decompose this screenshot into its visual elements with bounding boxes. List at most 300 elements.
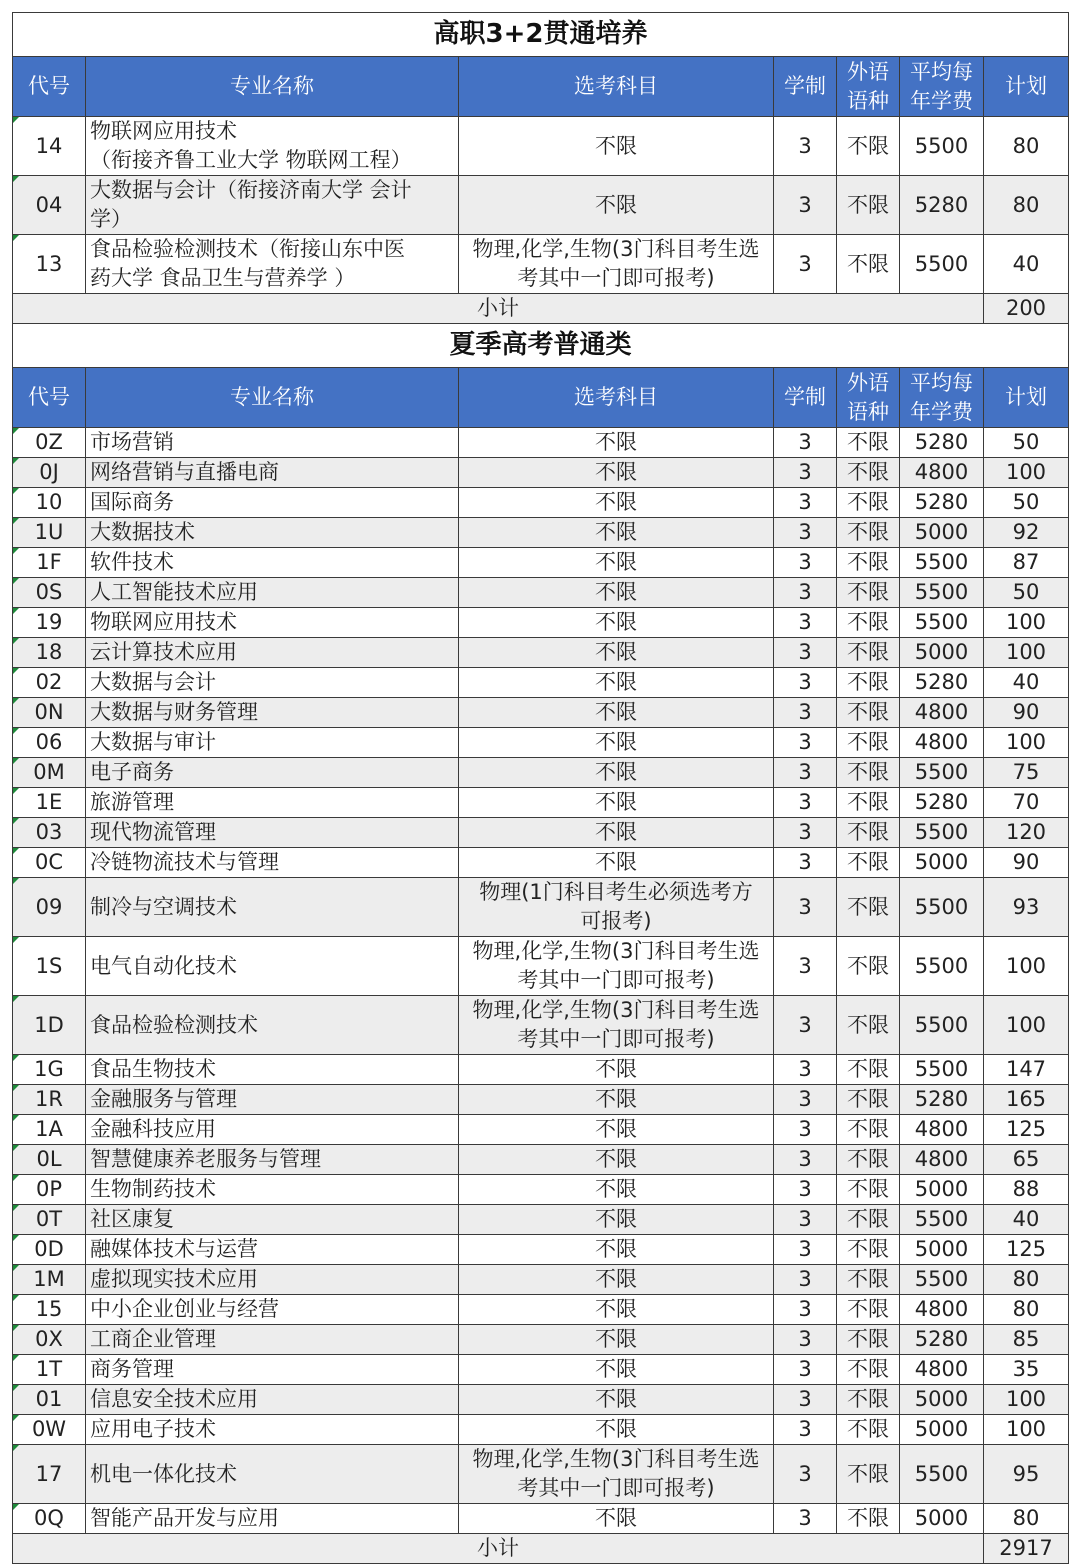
cell-code: 17 [13, 1445, 86, 1504]
cell-plan: 80 [984, 1504, 1069, 1534]
cell-fee: 5500 [900, 608, 984, 638]
cell-subject: 不限 [459, 548, 774, 578]
cell-code: 0J [13, 458, 86, 488]
cell-plan: 80 [984, 176, 1069, 235]
table-row [13, 578, 1069, 608]
cell-major-name: 大数据与会计 [86, 668, 459, 698]
cell-plan: 65 [984, 1145, 1069, 1175]
cell-plan: 70 [984, 788, 1069, 818]
cell-subject: 不限 [459, 1115, 774, 1145]
table-row [13, 1445, 1069, 1504]
cell-fee: 5500 [900, 758, 984, 788]
table-row [13, 848, 1069, 878]
cell-years: 3 [774, 638, 837, 668]
header-code: 代号 [13, 57, 86, 117]
cell-subject: 不限 [459, 578, 774, 608]
cell-code: 0M [13, 758, 86, 788]
table-row [13, 1355, 1069, 1385]
cell-major-name-line1: 大数据与会计（衔接济南大学 会计 [90, 178, 412, 202]
subtotal-row [13, 294, 1069, 324]
cell-subject [459, 937, 774, 996]
cell-plan: 80 [984, 117, 1069, 176]
cell-fee: 5000 [900, 1415, 984, 1445]
cell-code: 03 [13, 818, 86, 848]
table-row [13, 1504, 1069, 1534]
header-language-line2: 语种 [847, 88, 889, 113]
cell-fee: 5280 [900, 428, 984, 458]
table-row [13, 1325, 1069, 1355]
cell-subject-line1: 物理,化学,生物(3门科目考生选 [472, 939, 760, 963]
cell-language: 不限 [837, 848, 900, 878]
cell-plan: 100 [984, 996, 1069, 1055]
cell-years: 3 [774, 788, 837, 818]
cell-language: 不限 [837, 176, 900, 235]
cell-plan: 125 [984, 1115, 1069, 1145]
cell-code: 0T [13, 1205, 86, 1235]
cell-language: 不限 [837, 235, 900, 294]
cell-major-name: 人工智能技术应用 [86, 578, 459, 608]
cell-language: 不限 [837, 788, 900, 818]
cell-fee: 5500 [900, 878, 984, 937]
table-row [13, 1295, 1069, 1325]
cell-subject: 不限 [459, 608, 774, 638]
cell-fee: 5000 [900, 848, 984, 878]
header-years: 学制 [774, 368, 837, 428]
cell-fee: 5280 [900, 1085, 984, 1115]
cell-plan: 100 [984, 458, 1069, 488]
cell-years: 3 [774, 937, 837, 996]
cell-subject: 不限 [459, 818, 774, 848]
header-fee [900, 368, 984, 428]
cell-major-name: 金融服务与管理 [86, 1085, 459, 1115]
enrollment-table [12, 12, 1069, 1564]
table-row [13, 1175, 1069, 1205]
cell-major-name-line1: 物联网应用技术 [90, 119, 237, 143]
cell-plan: 100 [984, 728, 1069, 758]
cell-language: 不限 [837, 758, 900, 788]
cell-code: 0X [13, 1325, 86, 1355]
cell-years: 3 [774, 235, 837, 294]
cell-subject: 不限 [459, 758, 774, 788]
section-title-row [13, 13, 1069, 57]
cell-years: 3 [774, 1235, 837, 1265]
cell-code: 13 [13, 235, 86, 294]
cell-years: 3 [774, 818, 837, 848]
cell-years: 3 [774, 428, 837, 458]
cell-years: 3 [774, 548, 837, 578]
cell-language: 不限 [837, 996, 900, 1055]
cell-fee: 5280 [900, 788, 984, 818]
header-row [13, 368, 1069, 428]
header-language [837, 57, 900, 117]
cell-language: 不限 [837, 698, 900, 728]
cell-years: 3 [774, 1265, 837, 1295]
cell-fee: 5000 [900, 518, 984, 548]
cell-language: 不限 [837, 1055, 900, 1085]
section-title-row [13, 324, 1069, 368]
table-row [13, 668, 1069, 698]
cell-fee: 5500 [900, 996, 984, 1055]
cell-fee: 4800 [900, 1355, 984, 1385]
cell-major-name: 机电一体化技术 [86, 1445, 459, 1504]
cell-major-name: 智慧健康养老服务与管理 [86, 1145, 459, 1175]
cell-years: 3 [774, 458, 837, 488]
cell-code: 0W [13, 1415, 86, 1445]
cell-code: 01 [13, 1385, 86, 1415]
header-name: 专业名称 [86, 57, 459, 117]
cell-years: 3 [774, 878, 837, 937]
cell-code: 0C [13, 848, 86, 878]
cell-major-name: 食品检验检测技术 [86, 996, 459, 1055]
cell-fee: 4800 [900, 728, 984, 758]
cell-subject [459, 996, 774, 1055]
cell-years: 3 [774, 1085, 837, 1115]
cell-code: 1E [13, 788, 86, 818]
cell-language: 不限 [837, 1115, 900, 1145]
cell-subject: 不限 [459, 488, 774, 518]
table-row [13, 458, 1069, 488]
cell-plan: 40 [984, 235, 1069, 294]
cell-plan: 80 [984, 1265, 1069, 1295]
subtotal-row [13, 1534, 1069, 1564]
cell-major-name-line2: 药大学 食品卫生与营养学 ） [90, 266, 356, 290]
cell-years: 3 [774, 758, 837, 788]
header-language-line1: 外语 [847, 59, 889, 84]
cell-subject: 不限 [459, 117, 774, 176]
cell-fee: 5280 [900, 668, 984, 698]
cell-plan: 165 [984, 1085, 1069, 1115]
cell-years: 3 [774, 1355, 837, 1385]
header-plan: 计划 [984, 57, 1069, 117]
cell-subject: 不限 [459, 176, 774, 235]
cell-subject-line2: 可报考) [580, 909, 652, 933]
cell-plan: 75 [984, 758, 1069, 788]
cell-major-name: 物联网应用技术 [86, 608, 459, 638]
cell-plan: 85 [984, 1325, 1069, 1355]
cell-subject-line1: 物理,化学,生物(3门科目考生选 [472, 237, 760, 261]
cell-years: 3 [774, 1415, 837, 1445]
cell-code: 0Q [13, 1504, 86, 1534]
cell-fee: 5500 [900, 1265, 984, 1295]
cell-language: 不限 [837, 1295, 900, 1325]
cell-fee: 5500 [900, 1205, 984, 1235]
cell-years: 3 [774, 728, 837, 758]
cell-years: 3 [774, 1205, 837, 1235]
header-fee [900, 57, 984, 117]
cell-fee: 4800 [900, 1115, 984, 1145]
cell-plan: 87 [984, 548, 1069, 578]
cell-code: 19 [13, 608, 86, 638]
cell-language: 不限 [837, 1205, 900, 1235]
cell-major-name: 网络营销与直播电商 [86, 458, 459, 488]
cell-subject-line1: 物理,化学,生物(3门科目考生选 [472, 998, 760, 1022]
table-row [13, 996, 1069, 1055]
cell-language: 不限 [837, 1415, 900, 1445]
cell-plan: 80 [984, 1295, 1069, 1325]
cell-subject: 不限 [459, 518, 774, 548]
cell-language: 不限 [837, 1175, 900, 1205]
table-row [13, 548, 1069, 578]
header-language [837, 368, 900, 428]
cell-plan: 88 [984, 1175, 1069, 1205]
cell-code: 1S [13, 937, 86, 996]
cell-subject-line1: 物理,化学,生物(3门科目考生选 [472, 1447, 760, 1471]
cell-language: 不限 [837, 1385, 900, 1415]
cell-plan: 100 [984, 1385, 1069, 1415]
cell-major-name-line2: （衔接齐鲁工业大学 物联网工程） [90, 148, 412, 172]
table-row [13, 1235, 1069, 1265]
cell-code: 10 [13, 488, 86, 518]
cell-major-name: 电气自动化技术 [86, 937, 459, 996]
subtotal-value: 2917 [984, 1534, 1069, 1564]
cell-subject [459, 235, 774, 294]
cell-plan: 100 [984, 638, 1069, 668]
cell-major-name: 信息安全技术应用 [86, 1385, 459, 1415]
cell-major-name: 制冷与空调技术 [86, 878, 459, 937]
cell-code: 04 [13, 176, 86, 235]
section-title: 高职3+2贯通培养 [13, 13, 1069, 57]
cell-plan: 100 [984, 1415, 1069, 1445]
cell-code: 18 [13, 638, 86, 668]
cell-subject: 不限 [459, 428, 774, 458]
cell-years: 3 [774, 578, 837, 608]
cell-subject: 不限 [459, 728, 774, 758]
cell-subject: 不限 [459, 668, 774, 698]
cell-subject: 不限 [459, 788, 774, 818]
cell-fee: 5500 [900, 578, 984, 608]
cell-fee: 5280 [900, 1325, 984, 1355]
cell-subject: 不限 [459, 1295, 774, 1325]
cell-years: 3 [774, 1504, 837, 1534]
cell-plan: 125 [984, 1235, 1069, 1265]
cell-major-name: 商务管理 [86, 1355, 459, 1385]
cell-plan: 35 [984, 1355, 1069, 1385]
cell-subject: 不限 [459, 1385, 774, 1415]
cell-fee: 5000 [900, 1175, 984, 1205]
enrollment-plan-sheet [12, 12, 1068, 1564]
table-row [13, 818, 1069, 848]
cell-years: 3 [774, 1445, 837, 1504]
header-fee-line2: 年学费 [910, 88, 973, 113]
cell-language: 不限 [837, 638, 900, 668]
cell-major-name: 应用电子技术 [86, 1415, 459, 1445]
header-subject: 选考科目 [459, 368, 774, 428]
cell-years: 3 [774, 668, 837, 698]
table-row [13, 176, 1069, 235]
cell-major-name: 大数据技术 [86, 518, 459, 548]
cell-plan: 93 [984, 878, 1069, 937]
table-row [13, 788, 1069, 818]
cell-major-name: 市场营销 [86, 428, 459, 458]
cell-major-name: 金融科技应用 [86, 1115, 459, 1145]
cell-subject: 不限 [459, 1085, 774, 1115]
header-fee-line2: 年学费 [910, 399, 973, 424]
table-row [13, 117, 1069, 176]
table-row [13, 1265, 1069, 1295]
cell-plan: 40 [984, 668, 1069, 698]
cell-major-name: 电子商务 [86, 758, 459, 788]
cell-fee: 5500 [900, 818, 984, 848]
cell-language: 不限 [837, 518, 900, 548]
table-row [13, 1085, 1069, 1115]
cell-language: 不限 [837, 578, 900, 608]
cell-plan: 40 [984, 1205, 1069, 1235]
cell-years: 3 [774, 1295, 837, 1325]
cell-plan: 100 [984, 937, 1069, 996]
cell-fee: 5500 [900, 1055, 984, 1085]
cell-language: 不限 [837, 488, 900, 518]
table-row [13, 518, 1069, 548]
cell-subject: 不限 [459, 1175, 774, 1205]
cell-years: 3 [774, 488, 837, 518]
cell-language: 不限 [837, 458, 900, 488]
cell-fee: 5500 [900, 548, 984, 578]
cell-fee: 5000 [900, 1385, 984, 1415]
table-row [13, 937, 1069, 996]
cell-code: 0D [13, 1235, 86, 1265]
cell-subject: 不限 [459, 1235, 774, 1265]
cell-major-name: 大数据与财务管理 [86, 698, 459, 728]
header-language-line1: 外语 [847, 370, 889, 395]
cell-code: 0Z [13, 428, 86, 458]
cell-major-name: 食品生物技术 [86, 1055, 459, 1085]
cell-code: 0S [13, 578, 86, 608]
cell-subject: 不限 [459, 1265, 774, 1295]
cell-language: 不限 [837, 878, 900, 937]
table-row [13, 488, 1069, 518]
cell-major-name: 旅游管理 [86, 788, 459, 818]
cell-subject [459, 878, 774, 937]
cell-subject: 不限 [459, 1504, 774, 1534]
table-row [13, 608, 1069, 638]
cell-plan: 50 [984, 428, 1069, 458]
header-name: 专业名称 [86, 368, 459, 428]
cell-fee: 5500 [900, 235, 984, 294]
cell-plan: 90 [984, 848, 1069, 878]
table-row [13, 728, 1069, 758]
cell-years: 3 [774, 1115, 837, 1145]
cell-code: 15 [13, 1295, 86, 1325]
cell-language: 不限 [837, 1504, 900, 1534]
cell-language: 不限 [837, 548, 900, 578]
cell-subject: 不限 [459, 1205, 774, 1235]
cell-code: 09 [13, 878, 86, 937]
cell-plan: 50 [984, 578, 1069, 608]
cell-subject: 不限 [459, 638, 774, 668]
cell-language: 不限 [837, 117, 900, 176]
cell-language: 不限 [837, 818, 900, 848]
cell-language: 不限 [837, 608, 900, 638]
header-row [13, 57, 1069, 117]
cell-language: 不限 [837, 428, 900, 458]
cell-subject: 不限 [459, 1355, 774, 1385]
cell-fee: 5000 [900, 1504, 984, 1534]
cell-subject: 不限 [459, 1325, 774, 1355]
cell-language: 不限 [837, 668, 900, 698]
cell-subject-line1: 物理(1门科目考生必须选考方 [479, 880, 753, 904]
table-row [13, 638, 1069, 668]
cell-major-name [86, 235, 459, 294]
cell-language: 不限 [837, 1325, 900, 1355]
cell-plan: 50 [984, 488, 1069, 518]
cell-fee: 5280 [900, 176, 984, 235]
header-fee-line1: 平均每 [910, 59, 973, 84]
cell-major-name: 中小企业创业与经营 [86, 1295, 459, 1325]
cell-language: 不限 [837, 1085, 900, 1115]
table-row [13, 1055, 1069, 1085]
cell-fee: 5280 [900, 488, 984, 518]
cell-years: 3 [774, 518, 837, 548]
cell-subject-line2: 考其中一门即可报考) [517, 266, 715, 290]
cell-language: 不限 [837, 1265, 900, 1295]
cell-subject: 不限 [459, 1145, 774, 1175]
cell-major-name: 国际商务 [86, 488, 459, 518]
header-code: 代号 [13, 368, 86, 428]
subtotal-value: 200 [984, 294, 1069, 324]
cell-fee: 4800 [900, 458, 984, 488]
cell-language: 不限 [837, 728, 900, 758]
table-row [13, 758, 1069, 788]
table-row [13, 1415, 1069, 1445]
cell-code: 1M [13, 1265, 86, 1295]
cell-code: 0N [13, 698, 86, 728]
header-subject: 选考科目 [459, 57, 774, 117]
cell-fee: 5500 [900, 117, 984, 176]
cell-years: 3 [774, 996, 837, 1055]
cell-fee: 4800 [900, 698, 984, 728]
table-row [13, 1145, 1069, 1175]
cell-subject-line2: 考其中一门即可报考) [517, 968, 715, 992]
cell-code: 1F [13, 548, 86, 578]
cell-fee: 5500 [900, 937, 984, 996]
cell-code: 0L [13, 1145, 86, 1175]
cell-years: 3 [774, 848, 837, 878]
cell-subject-line2: 考其中一门即可报考) [517, 1476, 715, 1500]
cell-years: 3 [774, 1175, 837, 1205]
cell-years: 3 [774, 1325, 837, 1355]
cell-code: 0P [13, 1175, 86, 1205]
cell-subject: 不限 [459, 1055, 774, 1085]
cell-code: 1A [13, 1115, 86, 1145]
subtotal-label: 小计 [13, 294, 984, 324]
cell-major-name: 大数据与审计 [86, 728, 459, 758]
cell-major-name: 社区康复 [86, 1205, 459, 1235]
cell-code: 14 [13, 117, 86, 176]
cell-language: 不限 [837, 937, 900, 996]
cell-years: 3 [774, 1055, 837, 1085]
cell-plan: 90 [984, 698, 1069, 728]
cell-fee: 5000 [900, 638, 984, 668]
cell-years: 3 [774, 1145, 837, 1175]
cell-subject: 不限 [459, 1415, 774, 1445]
cell-major-name: 智能产品开发与应用 [86, 1504, 459, 1534]
cell-code: 1G [13, 1055, 86, 1085]
table-row [13, 235, 1069, 294]
cell-plan: 100 [984, 608, 1069, 638]
header-years: 学制 [774, 57, 837, 117]
cell-years: 3 [774, 698, 837, 728]
cell-fee: 4800 [900, 1145, 984, 1175]
cell-years: 3 [774, 1385, 837, 1415]
cell-plan: 147 [984, 1055, 1069, 1085]
cell-subject: 不限 [459, 848, 774, 878]
table-row [13, 1205, 1069, 1235]
cell-major-name-line1: 食品检验检测技术（衔接山东中医 [90, 237, 405, 261]
header-plan: 计划 [984, 368, 1069, 428]
cell-plan: 92 [984, 518, 1069, 548]
cell-major-name: 融媒体技术与运营 [86, 1235, 459, 1265]
cell-major-name: 生物制药技术 [86, 1175, 459, 1205]
